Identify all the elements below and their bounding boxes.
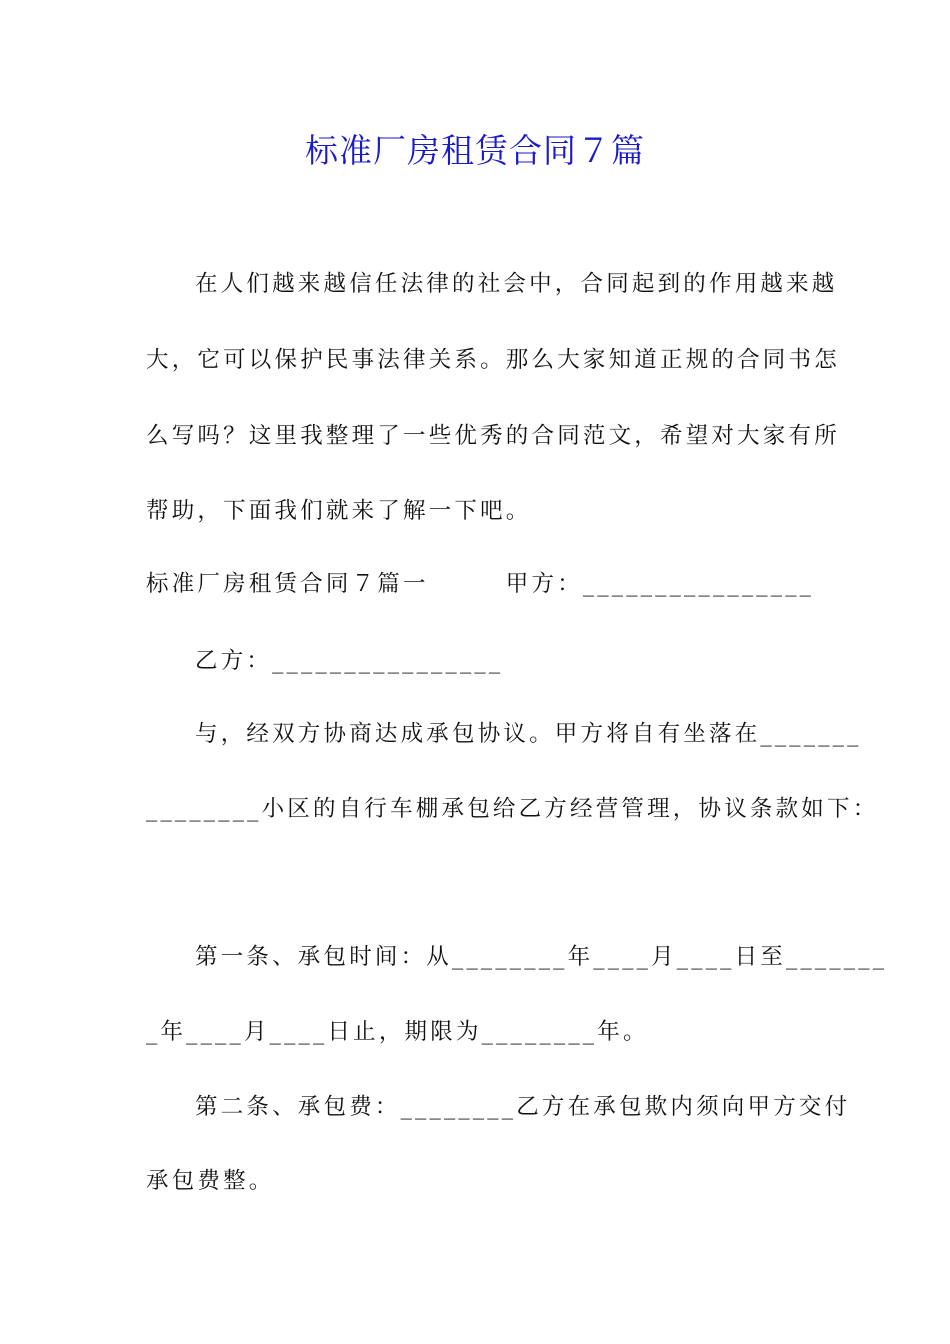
agreement-line-2: ________小区的自行车棚承包给乙方经营管理，协议条款如下： <box>146 796 879 822</box>
article-1-line-2: _年____月____日止，期限为________年。 <box>146 1019 649 1045</box>
intro-line-1: 在人们越来越信任法律的社会中，合同起到的作用越来越 <box>195 271 838 297</box>
article-2-line-1: 第二条、承包费：________乙方在承包欺内须向甲方交付 <box>195 1094 851 1120</box>
intro-line-2: 大，它可以保护民事法律关系。那么大家知道正规的合同书怎 <box>146 347 840 373</box>
intro-line-3: 么写吗？这里我整理了一些优秀的合同范文，希望对大家有所 <box>146 423 840 449</box>
document-title: 标准厂房租赁合同７篇 <box>305 131 645 170</box>
agreement-line-1: 与，经双方协商达成承包协议。甲方将自有坐落在_______ <box>195 721 862 747</box>
contract-heading-party-a: 标准厂房租赁合同７篇一 甲方：________________ <box>146 571 815 597</box>
party-b-line: 乙方：________________ <box>195 648 504 674</box>
article-2-line-2: 承包费整。 <box>146 1168 275 1194</box>
article-1-line-1: 第一条、承包时间：从________年____月____日至_______ <box>195 944 888 970</box>
intro-line-4: 帮助，下面我们就来了解一下吧。 <box>146 498 532 524</box>
